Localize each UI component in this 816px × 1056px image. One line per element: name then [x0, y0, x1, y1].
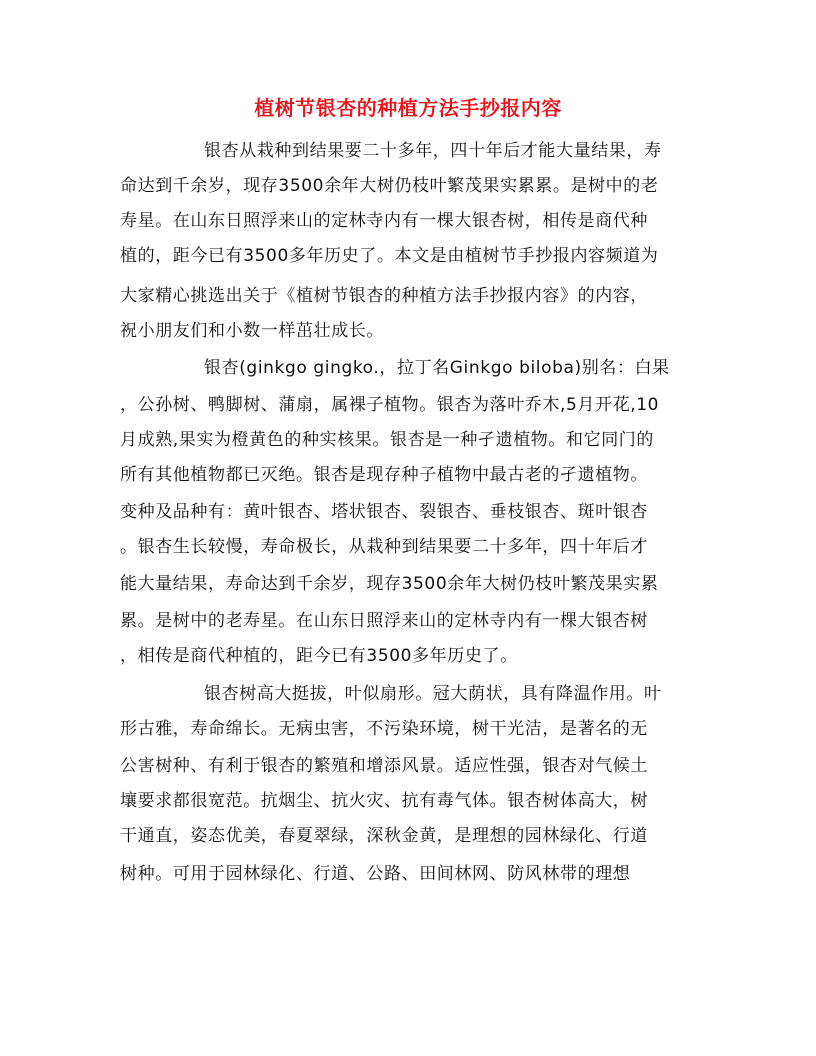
paragraph-line: 月成熟,果实为橙黄色的种实核果。银杏是一种孑遗植物。和它同门的	[120, 430, 655, 450]
paragraph-line: 壤要求都很宽范。抗烟尘、抗火灾、抗有毒气体。银杏树体高大，树	[120, 791, 648, 811]
paragraph-line: 树种。可用于园林绿化、行道、公路、田间林网、防风林带的理想	[120, 864, 631, 884]
paragraph-line: 能大量结果，寿命达到千余岁，现存3500余年大树仍枝叶繁茂果实累	[120, 574, 659, 594]
paragraph-line: 公害树种、有利于银杏的繁殖和增添风景。适应性强，银杏对气候土	[120, 756, 648, 776]
paragraph-line: 祝小朋友们和小数一样茁壮成长。	[120, 321, 384, 341]
paragraph-line: 大家精心挑选出关于《植树节银杏的种植方法手抄报内容》的内容，	[120, 286, 648, 306]
paragraph-line: 命达到千余岁，现存3500余年大树仍枝叶繁茂果实累累。是树中的老	[120, 176, 659, 196]
paragraph-line: 干通直，姿态优美，春夏翠绿，深秋金黄，是理想的园林绿化、行道	[120, 826, 648, 846]
paragraph-line: ，公孙树、鸭脚树、蒲扇，属裸子植物。银杏为落叶乔木,5月开花,10	[120, 395, 660, 415]
paragraph-line: ，相传是商代种植的，距今已有3500多年历史了。	[120, 646, 518, 666]
paragraph-line: 形古雅，寿命绵长。无病虫害，不污染环境，树干光洁，是著名的无	[120, 719, 648, 739]
paragraph-line: 所有其他植物都已灭绝。银杏是现存种子植物中最古老的孑遗植物。	[120, 465, 648, 485]
paragraph-line: 植的，距今已有3500多年历史了。本文是由植树节手抄报内容频道为	[120, 246, 659, 266]
paragraph-line: 累。是树中的老寿星。在山东日照浮来山的定林寺内有一棵大银杏树	[120, 611, 648, 631]
paragraph-line: 变种及品种有：黄叶银杏、塔状银杏、裂银杏、垂枝银杏、斑叶银杏	[120, 502, 648, 522]
paragraph-line: 银杏树高大挺拔，叶似扇形。冠大荫状，具有降温作用。叶	[204, 684, 662, 704]
paragraph-line: 。银杏生长较慢，寿命极长，从栽种到结果要二十多年，四十年后才	[120, 537, 648, 557]
document-title: 植树节银杏的种植方法手抄报内容	[254, 96, 562, 120]
paragraph-line: 寿星。在山东日照浮来山的定林寺内有一棵大银杏树，相传是商代种	[120, 211, 648, 231]
paragraph-line: 银杏(ginkgo gingko.，拉丁名Ginkgo biloba)别名：白果	[204, 358, 670, 378]
paragraph-line: 银杏从栽种到结果要二十多年，四十年后才能大量结果，寿	[204, 141, 662, 161]
